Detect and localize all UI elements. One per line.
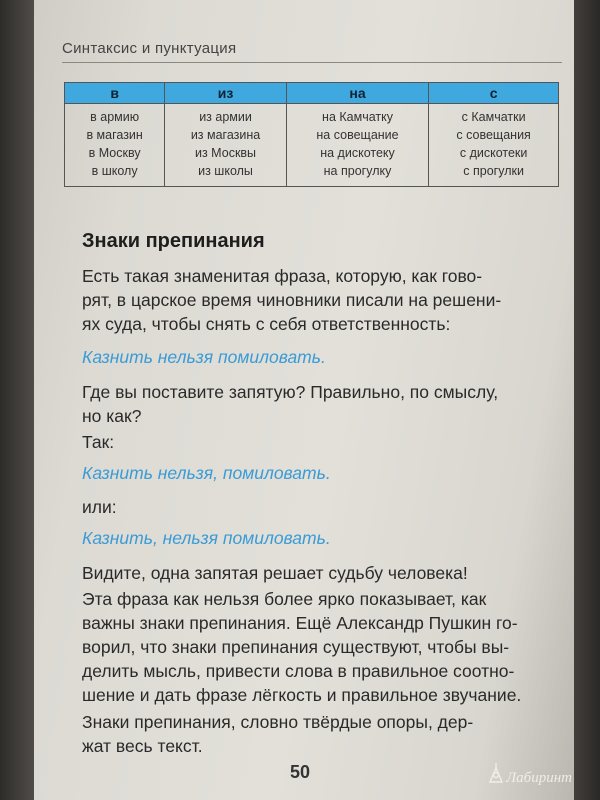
table-header-cell: из bbox=[165, 83, 287, 104]
paragraph-line: Эта фраза как нельзя более ярко показывает, как bbox=[82, 589, 487, 609]
paragraph-line: ях суда, чтобы снять с себя ответственность: bbox=[82, 314, 451, 334]
cell-item: в магазин bbox=[86, 128, 143, 142]
paragraph-line: Где вы поставите запятую? Правильно, по смыслу, bbox=[82, 382, 499, 402]
example-phrase: Казнить нельзя помиловать. bbox=[82, 347, 326, 367]
paragraph-line: ворил, что знаки препинания существуют, чтобы вы- bbox=[82, 637, 510, 657]
paragraph-line: Видите, одна запятая решает судьбу человека! bbox=[82, 563, 468, 583]
paragraph-line: Знаки препинания, словно твёрдые опоры, дер- bbox=[82, 712, 474, 732]
table-cell bbox=[165, 104, 287, 187]
cell-item: из школы bbox=[198, 164, 253, 178]
cell-item: с Камчатки bbox=[461, 110, 526, 124]
table-header-cell: на bbox=[286, 83, 428, 104]
table-cell bbox=[286, 104, 428, 187]
cell-item: из Москвы bbox=[195, 146, 257, 160]
preposition-table bbox=[64, 82, 559, 187]
page-number: 50 bbox=[290, 762, 311, 782]
table-header-cell: в bbox=[65, 83, 165, 104]
paragraph-line: но как? bbox=[82, 406, 142, 426]
cell-item: на Камчатку bbox=[322, 110, 393, 124]
header-rule bbox=[62, 62, 562, 63]
paragraph-line: делить мысль, привести слова в правильное соотно- bbox=[82, 661, 515, 681]
example-phrase: Казнить нельзя, помиловать. bbox=[82, 463, 331, 483]
cell-item: в армию bbox=[90, 110, 140, 124]
table-cell bbox=[429, 104, 559, 187]
cell-item: на дискотеку bbox=[320, 146, 395, 160]
cell-item: с совещания bbox=[456, 128, 531, 142]
cell-item: из армии bbox=[199, 110, 252, 124]
running-header: Синтаксис и пунктуация bbox=[62, 40, 237, 57]
table-row bbox=[65, 104, 559, 187]
cell-item: в Москву bbox=[88, 146, 141, 160]
watermark-text: Лабиринт bbox=[506, 770, 572, 786]
labirint-watermark-logo bbox=[484, 760, 584, 790]
paragraph-line: или: bbox=[82, 497, 117, 517]
cell-item: в школу bbox=[91, 164, 138, 178]
paragraph-line: рят, в царское время чиновники писали на решени- bbox=[82, 290, 502, 310]
section-title: Знаки препинания bbox=[82, 230, 265, 252]
paragraph-line: жат весь текст. bbox=[82, 736, 203, 756]
paragraph-line: шение и дать фразе лёгкость и правильное звучание. bbox=[82, 685, 522, 705]
table-cell bbox=[65, 104, 165, 187]
example-phrase: Казнить, нельзя помиловать. bbox=[82, 528, 331, 548]
paragraph-line: важны знаки препинания. Ещё Александр Пушкин го- bbox=[82, 613, 518, 633]
paragraph-line: Так: bbox=[82, 432, 115, 452]
cell-item: с дискотеки bbox=[459, 146, 528, 160]
table-header-cell: с bbox=[429, 83, 559, 104]
paragraph-line: Есть такая знаменитая фраза, которую, как гово- bbox=[82, 266, 483, 286]
cell-item: с прогулки bbox=[463, 164, 524, 178]
cell-item: из магазина bbox=[190, 128, 261, 142]
cell-item: на прогулку bbox=[323, 164, 392, 178]
table-header-row bbox=[65, 83, 559, 104]
cell-item: на совещание bbox=[316, 128, 399, 142]
